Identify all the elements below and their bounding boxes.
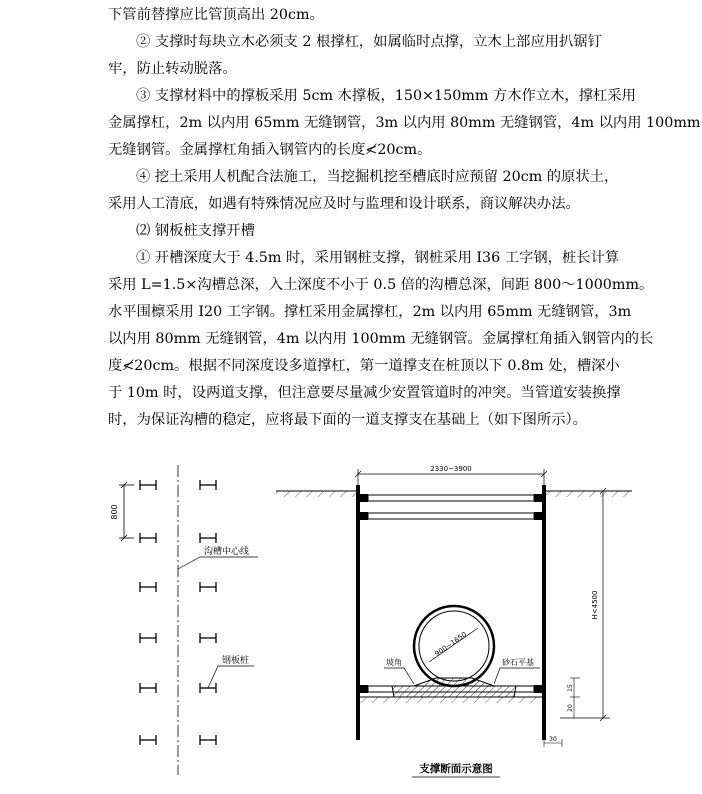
pipe-diameter-label: 900~1650: [433, 630, 469, 659]
paragraph-line: 无缝钢管。金属撑杠角插入钢管内的长度≮20cm。: [108, 142, 432, 158]
paragraph-line: 度≮20cm。根据不同深度设多道撑杠，第一道撑支在桩顶以下 0.8m 处，槽深小: [108, 358, 620, 374]
spacing-label: 800: [110, 504, 119, 520]
paragraph-line: 金属撑杠，2m 以内用 65mm 无缝钢管，3m 以内用 80mm 无缝钢管，4m 以内用 100mm: [108, 115, 701, 131]
sheet-pile-symbols-right: [200, 480, 216, 745]
ground-hatch-left: [276, 491, 356, 497]
wale: [534, 512, 542, 520]
paragraph-line: 于 10m 时，设两道支撑，但注意要尽量减少安置管道时的冲突。当管道安装换撑: [108, 385, 621, 401]
paragraph-line: 时，为保证沟槽的稳定，应将最下面的一道支撑支在基础上（如下图所示）。: [108, 412, 587, 428]
ground-hatch-right: [546, 491, 632, 497]
wale: [534, 685, 542, 693]
slope-label: 坡角: [386, 658, 402, 667]
centerline-label: 沟槽中心线: [204, 547, 250, 557]
sheet-pile-label: 钢板桩: [222, 656, 250, 666]
sheet-pile-left: [356, 485, 360, 740]
figure-caption: 支撑断面示意图: [419, 763, 493, 775]
dim-small-2: 20: [567, 704, 574, 712]
paragraph-line: ① 开槽深度大于 4.5m 时，采用钢桩支撑，钢桩采用 I36 工字钢，桩长计算: [136, 250, 620, 266]
paragraph-line: ④ 挖土采用人机配合法施工，当挖掘机挖至槽底时应预留 20cm 的原状土，: [136, 169, 619, 185]
wale: [360, 494, 368, 502]
wale: [534, 494, 542, 502]
gravel-leader: [494, 668, 540, 684]
strut-top: [368, 495, 534, 501]
sheet-pile-symbols-left: [140, 480, 156, 745]
paragraph-line: 水平围檩采用 I20 工字钢。撑杠采用金属撑杠，2m 以内用 65mm 无缝钢管，3m: [108, 304, 632, 320]
paragraph-line: 以内用 80mm 无缝钢管，4m 以内用 100mm 无缝钢管。金属撑杠角插入钢管内的长: [108, 331, 654, 347]
paragraph-line: ② 支撑时每块立木必须支 2 根撑杠，如属临时点撑，立木上部应用扒锯钉: [136, 34, 602, 50]
paragraph-line: ③ 支撑材料中的撑板采用 5cm 木撑板，150×150mm 方木作立木，撑杠采用: [136, 88, 636, 104]
spacing-dimension: [119, 482, 134, 541]
trench-bottom-hatch: [360, 697, 542, 703]
sheet-pile-right: [542, 485, 546, 740]
section-heading: ⑵ 钢板桩支撑开槽: [136, 223, 255, 239]
dim-small-1: 15: [567, 684, 574, 692]
paragraph-line: 牢，防止转动脱落。: [108, 61, 237, 77]
section-view: [276, 465, 632, 777]
paragraph-line: 下管前替撑应比管顶高出 20cm。: [108, 7, 324, 23]
paragraph-line: 采用人工清底，如遇有特殊情况应及时与监理和设计联系，商议解决办法。: [108, 196, 580, 212]
sheet-pile-leader: [208, 666, 254, 688]
slope-leader: [384, 668, 414, 684]
depth-label: H<4500: [591, 590, 599, 620]
dim-small-3: 30: [549, 736, 557, 743]
strut-second: [368, 513, 534, 519]
width-label: 2330~3900: [430, 465, 472, 473]
centerline-leader: [178, 557, 258, 569]
wale: [360, 512, 368, 520]
gravel-bedding: [392, 678, 516, 697]
paragraph-line: 采用 L=1.5×沟槽总深，入土深度不小于 0.5 倍的沟槽总深，间距 800～1000mm。: [108, 277, 654, 293]
gravel-label: 砂石平基: [502, 658, 534, 667]
wale: [360, 685, 368, 693]
plan-view: [110, 465, 258, 775]
